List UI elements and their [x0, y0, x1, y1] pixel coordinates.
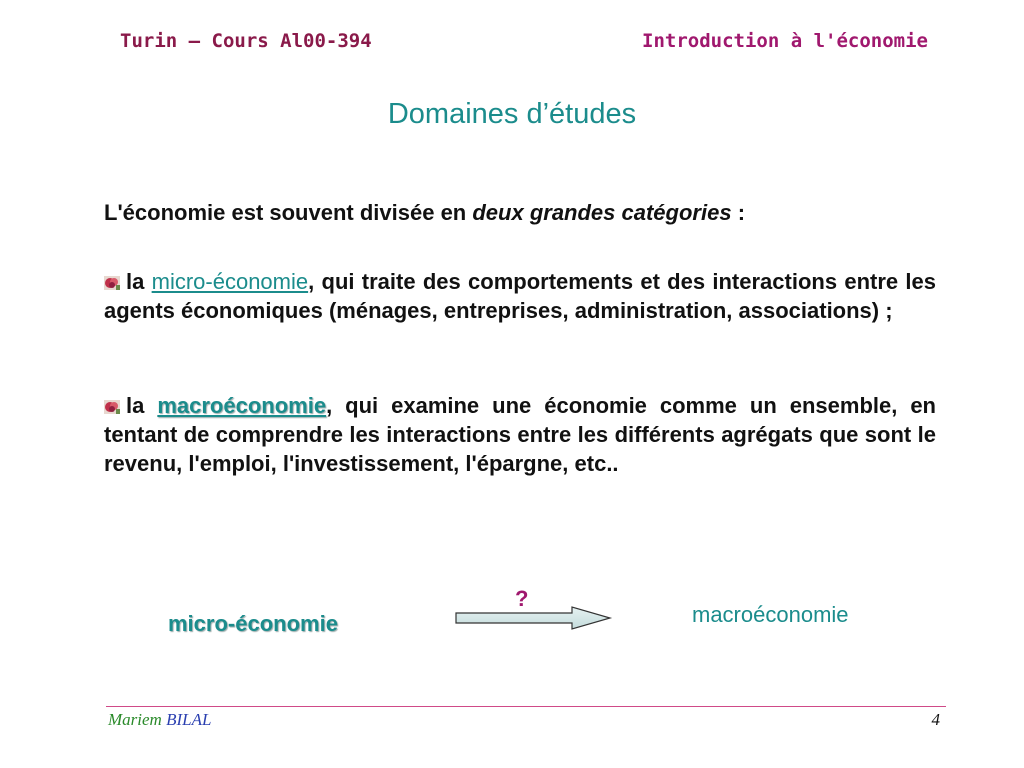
bullet-article: la	[126, 393, 158, 418]
author-first-name: Mariem	[108, 710, 162, 729]
page-number: 4	[931, 710, 940, 729]
header-topic: Introduction à l'économie	[642, 30, 928, 52]
bullet-article: la	[126, 269, 152, 294]
keyword-micro-economie[interactable]: micro-économie	[151, 269, 309, 294]
bullet-macro	[104, 391, 936, 478]
slide-title: Domaines d’études	[387, 98, 637, 130]
right-arrow-icon	[454, 604, 614, 632]
header-course: Turin – Cours Al00-394	[120, 30, 372, 52]
bullet-text: , qui examine une économie comme un ensemble, en tentant de comprendre les interactions entre les différents agrégats que sont le revenu, l'emploi, l'investissement, l'épargne, etc..	[104, 393, 936, 476]
flower-bullet-icon	[104, 276, 120, 290]
diagram-micro-label: micro-économie	[168, 611, 338, 636]
footer-divider	[106, 706, 946, 707]
diagram-question-mark: ?	[515, 586, 529, 611]
intro-colon: :	[731, 200, 746, 225]
bullet-micro	[104, 267, 936, 325]
keyword-macroeconomie[interactable]: macroéconomie	[157, 393, 327, 418]
intro-line	[104, 200, 936, 226]
diagram-macro-label: macroéconomie	[692, 602, 849, 627]
author-last-name: BILAL	[166, 710, 212, 729]
flower-bullet-icon	[104, 400, 120, 414]
bullet-text: , qui traite des comportements et des interactions entre les agents économiques (ménages, entreprises, administration, associations) ;	[104, 269, 936, 323]
footer-author	[108, 710, 211, 730]
intro-emphasis: deux grandes catégories	[472, 200, 732, 225]
intro-text: L'économie est souvent divisée en	[104, 200, 473, 225]
